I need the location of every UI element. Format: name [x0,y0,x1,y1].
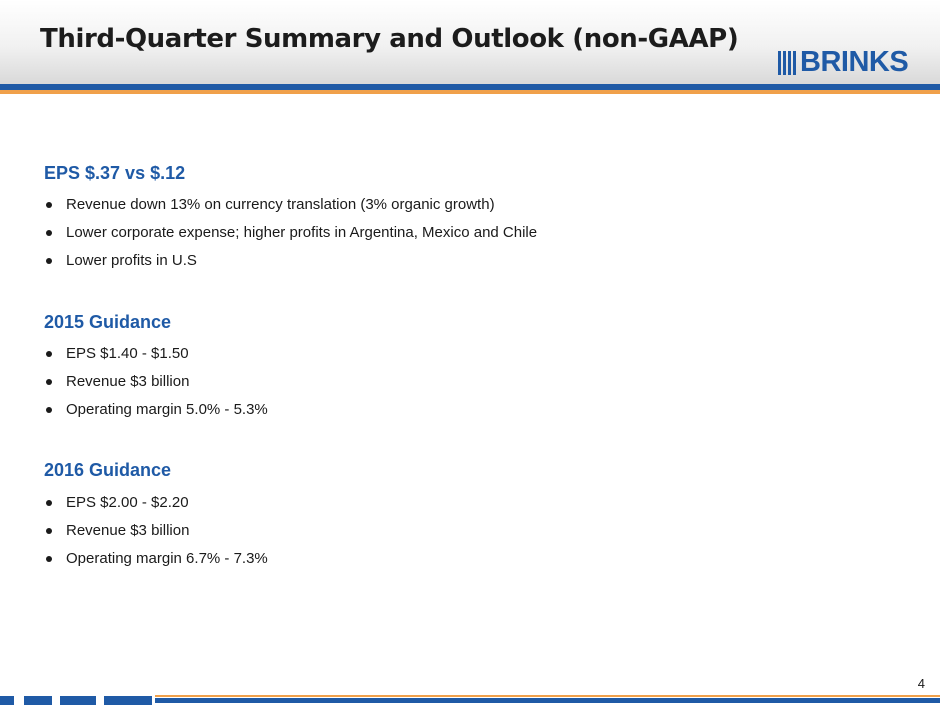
header-rule-orange [0,90,940,94]
bullet-item [44,196,495,213]
bullet-text: Operating margin 5.0% - 5.3% [66,401,268,418]
bullet-item [44,401,268,418]
bullet-text: EPS $2.00 - $2.20 [66,494,189,511]
bullet-icon [46,528,52,534]
bullet-text: Operating margin 6.7% - 7.3% [66,550,268,567]
bullet-icon [46,202,52,208]
bullet-item [44,373,189,390]
bullet-text: Revenue down 13% on currency translation (3% organic growth) [66,196,495,213]
section-heading-2016-guidance: 2016 Guidance [44,460,172,480]
bullet-text: Lower profits in U.S [66,252,197,269]
slide-header [0,0,940,84]
footer-stripes [0,696,940,705]
bullet-icon [46,379,52,385]
section-heading-2015-guidance: 2015 Guidance [44,312,172,332]
bullet-text: Revenue $3 billion [66,522,190,539]
bullet-item [44,252,197,269]
bullet-text: Revenue $3 billion [66,373,190,390]
bullet-text: Lower corporate expense; higher profits in Argentina, Mexico and Chile [66,224,538,241]
bullet-icon [46,351,52,357]
logo-stripes-icon [778,51,796,75]
bullet-icon [46,407,52,413]
slide-title: Third-Quarter Summary and Outlook (non-GAAP) [40,24,739,54]
brinks-logo [778,46,909,78]
page-number: 4 [917,676,925,691]
bullet-icon [46,258,52,264]
bullet-item [44,550,268,567]
bullet-item [44,522,189,539]
bullet-icon [46,230,52,236]
section-heading-eps: EPS $.37 vs $.12 [44,163,186,183]
bullet-item [44,494,189,511]
bullet-icon [46,500,52,506]
bullet-item [44,345,189,362]
bullet-item [44,224,537,241]
bullet-text: EPS $1.40 - $1.50 [66,345,189,362]
logo-wordmark: BRINKS [800,46,909,78]
bullet-icon [46,556,52,562]
